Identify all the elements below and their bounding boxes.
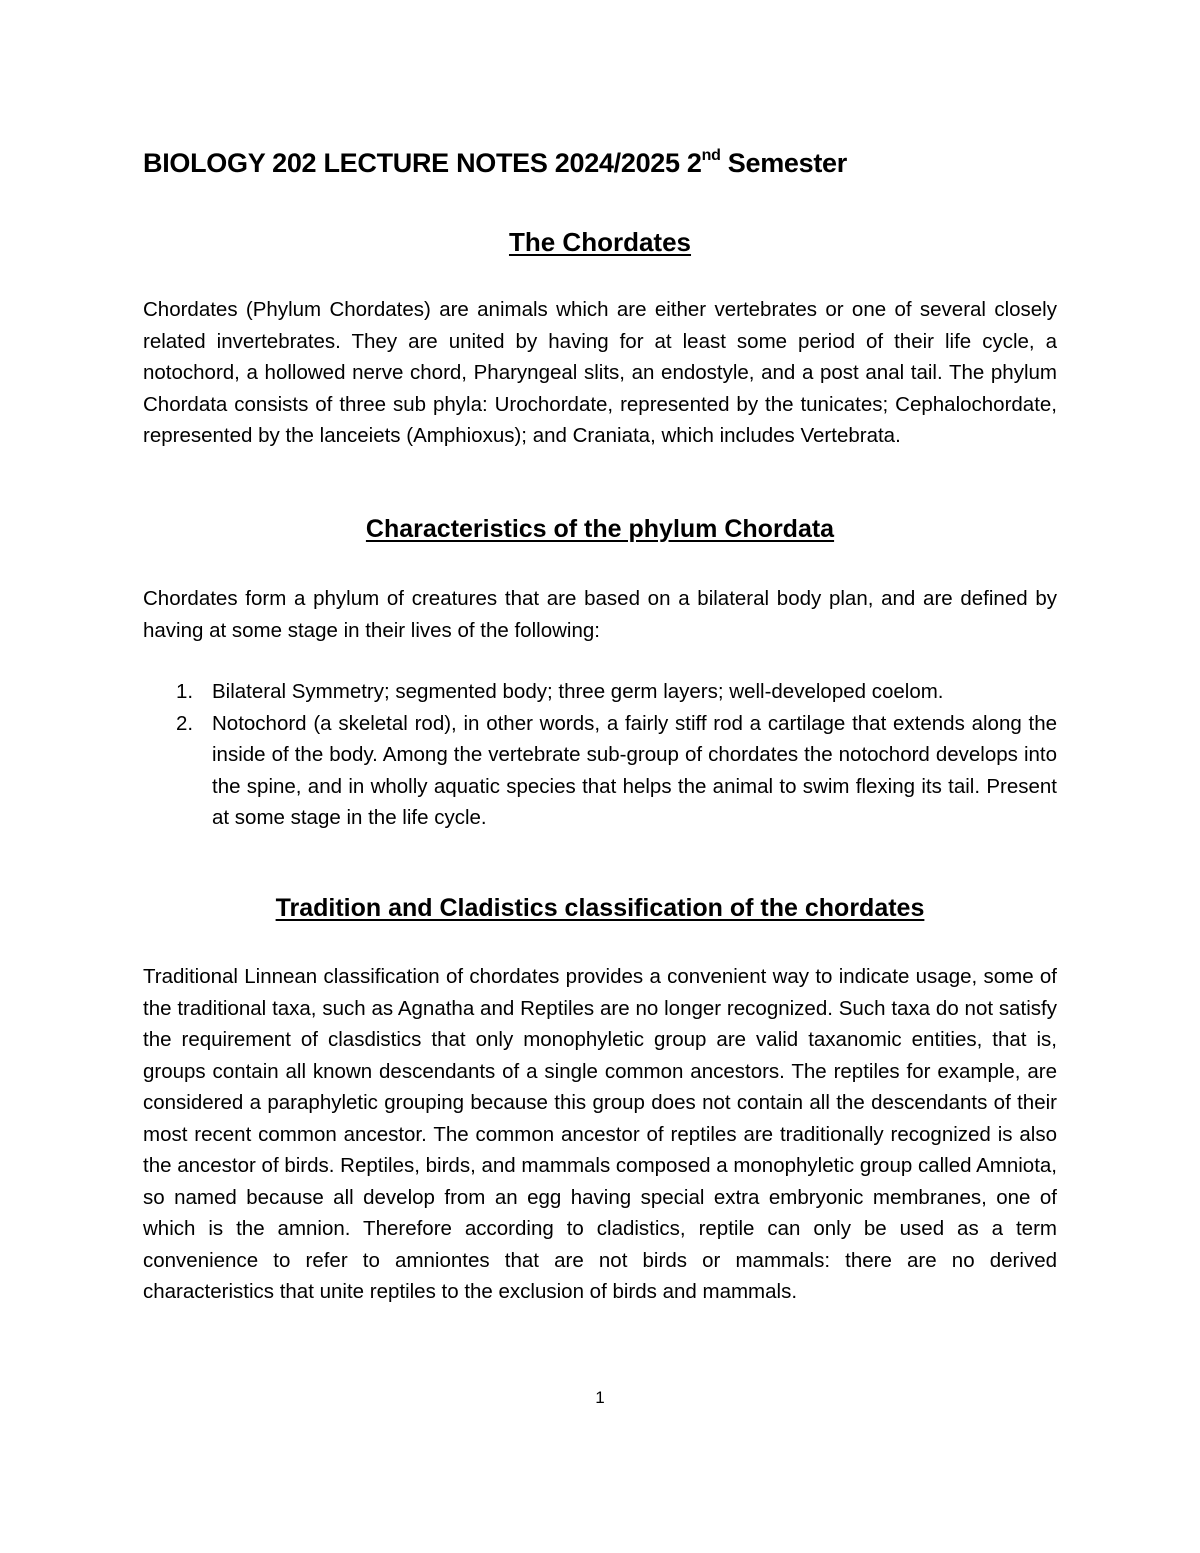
document-title xyxy=(143,148,847,179)
document-title-tail: Semester xyxy=(720,148,847,178)
characteristics-list xyxy=(143,676,1057,834)
section-paragraph-classification: Traditional Linnean classification of chordates provides a convenient way to indicate usage, some of the traditional taxa, such as Agnatha and Reptiles are no longer recognized. Such taxa do not satisfy the requirement of clasdistics that only monophyletic group are valid taxanomic entities, that is, groups contain all known descendants of a single common ancestors. The reptiles for example, are considered a paraphyletic grouping because this group does not contain all the descendants of their most recent common ancestor. The common ancestor of reptiles are traditionally recognized is also the ancestor of birds. Reptiles, birds, and mammals composed a monophyletic group called Amniota, so named because all develop from an egg having special extra embryonic membranes, one of which is the amnion. Therefore according to cladistics, reptile can only be used as a term convenience to refer to amniontes that are not birds or mammals: there are no derived characteristics that unite reptiles to the exclusion of birds and mammals. xyxy=(143,965,1057,1303)
list-item-number: 1. xyxy=(176,680,194,703)
section-heading-characteristics: Characteristics of the phylum Chordata xyxy=(365,515,835,543)
list-item-text: Notochord (a skeletal rod), in other words, a fairly stiff rod a cartilage that extends along the inside of the body. Among the vertebrate sub-group of chordates the notochord develops into the spine, and in wholly aquatic species that helps the animal to swim flexing its tail. Present at some stage in the life cycle. xyxy=(212,711,1057,829)
list-item-text: Bilateral Symmetry; segmented body; three germ layers; well-developed coelom. xyxy=(212,680,944,703)
document-title-superscript: nd xyxy=(701,147,721,164)
list-item xyxy=(143,708,1057,834)
list-item xyxy=(143,676,1057,708)
list-item-number: 2. xyxy=(176,711,194,735)
section-paragraph-chordates: Chordates (Phylum Chordates) are animals which are either vertebrates or one of several closely related invertebrates. They are united by having for at least some period of their life cycle, a notochord, a hollowed nerve chord, Pharyngeal slits, an endostyle, and a post anal tail. The phylum Chordata consists of three sub phyla: Urochordate, represented by the tunicates; Cephalochordate, represented by the lanceiets (Amphioxus); and Craniata, which includes Vertebrata. xyxy=(143,298,1057,447)
section-heading-chordates: The Chordates xyxy=(508,227,692,257)
page-number: 1 xyxy=(595,1388,605,1407)
section-paragraph-characteristics: Chordates form a phylum of creatures that are based on a bilateral body plan, and are defined by having at some stage in their lives of the following: xyxy=(143,587,1057,642)
section-heading-classification: Tradition and Cladistics classification of the chordates xyxy=(275,894,925,922)
document-title-main: BIOLOGY 202 LECTURE NOTES 2024/2025 2 xyxy=(143,148,702,178)
